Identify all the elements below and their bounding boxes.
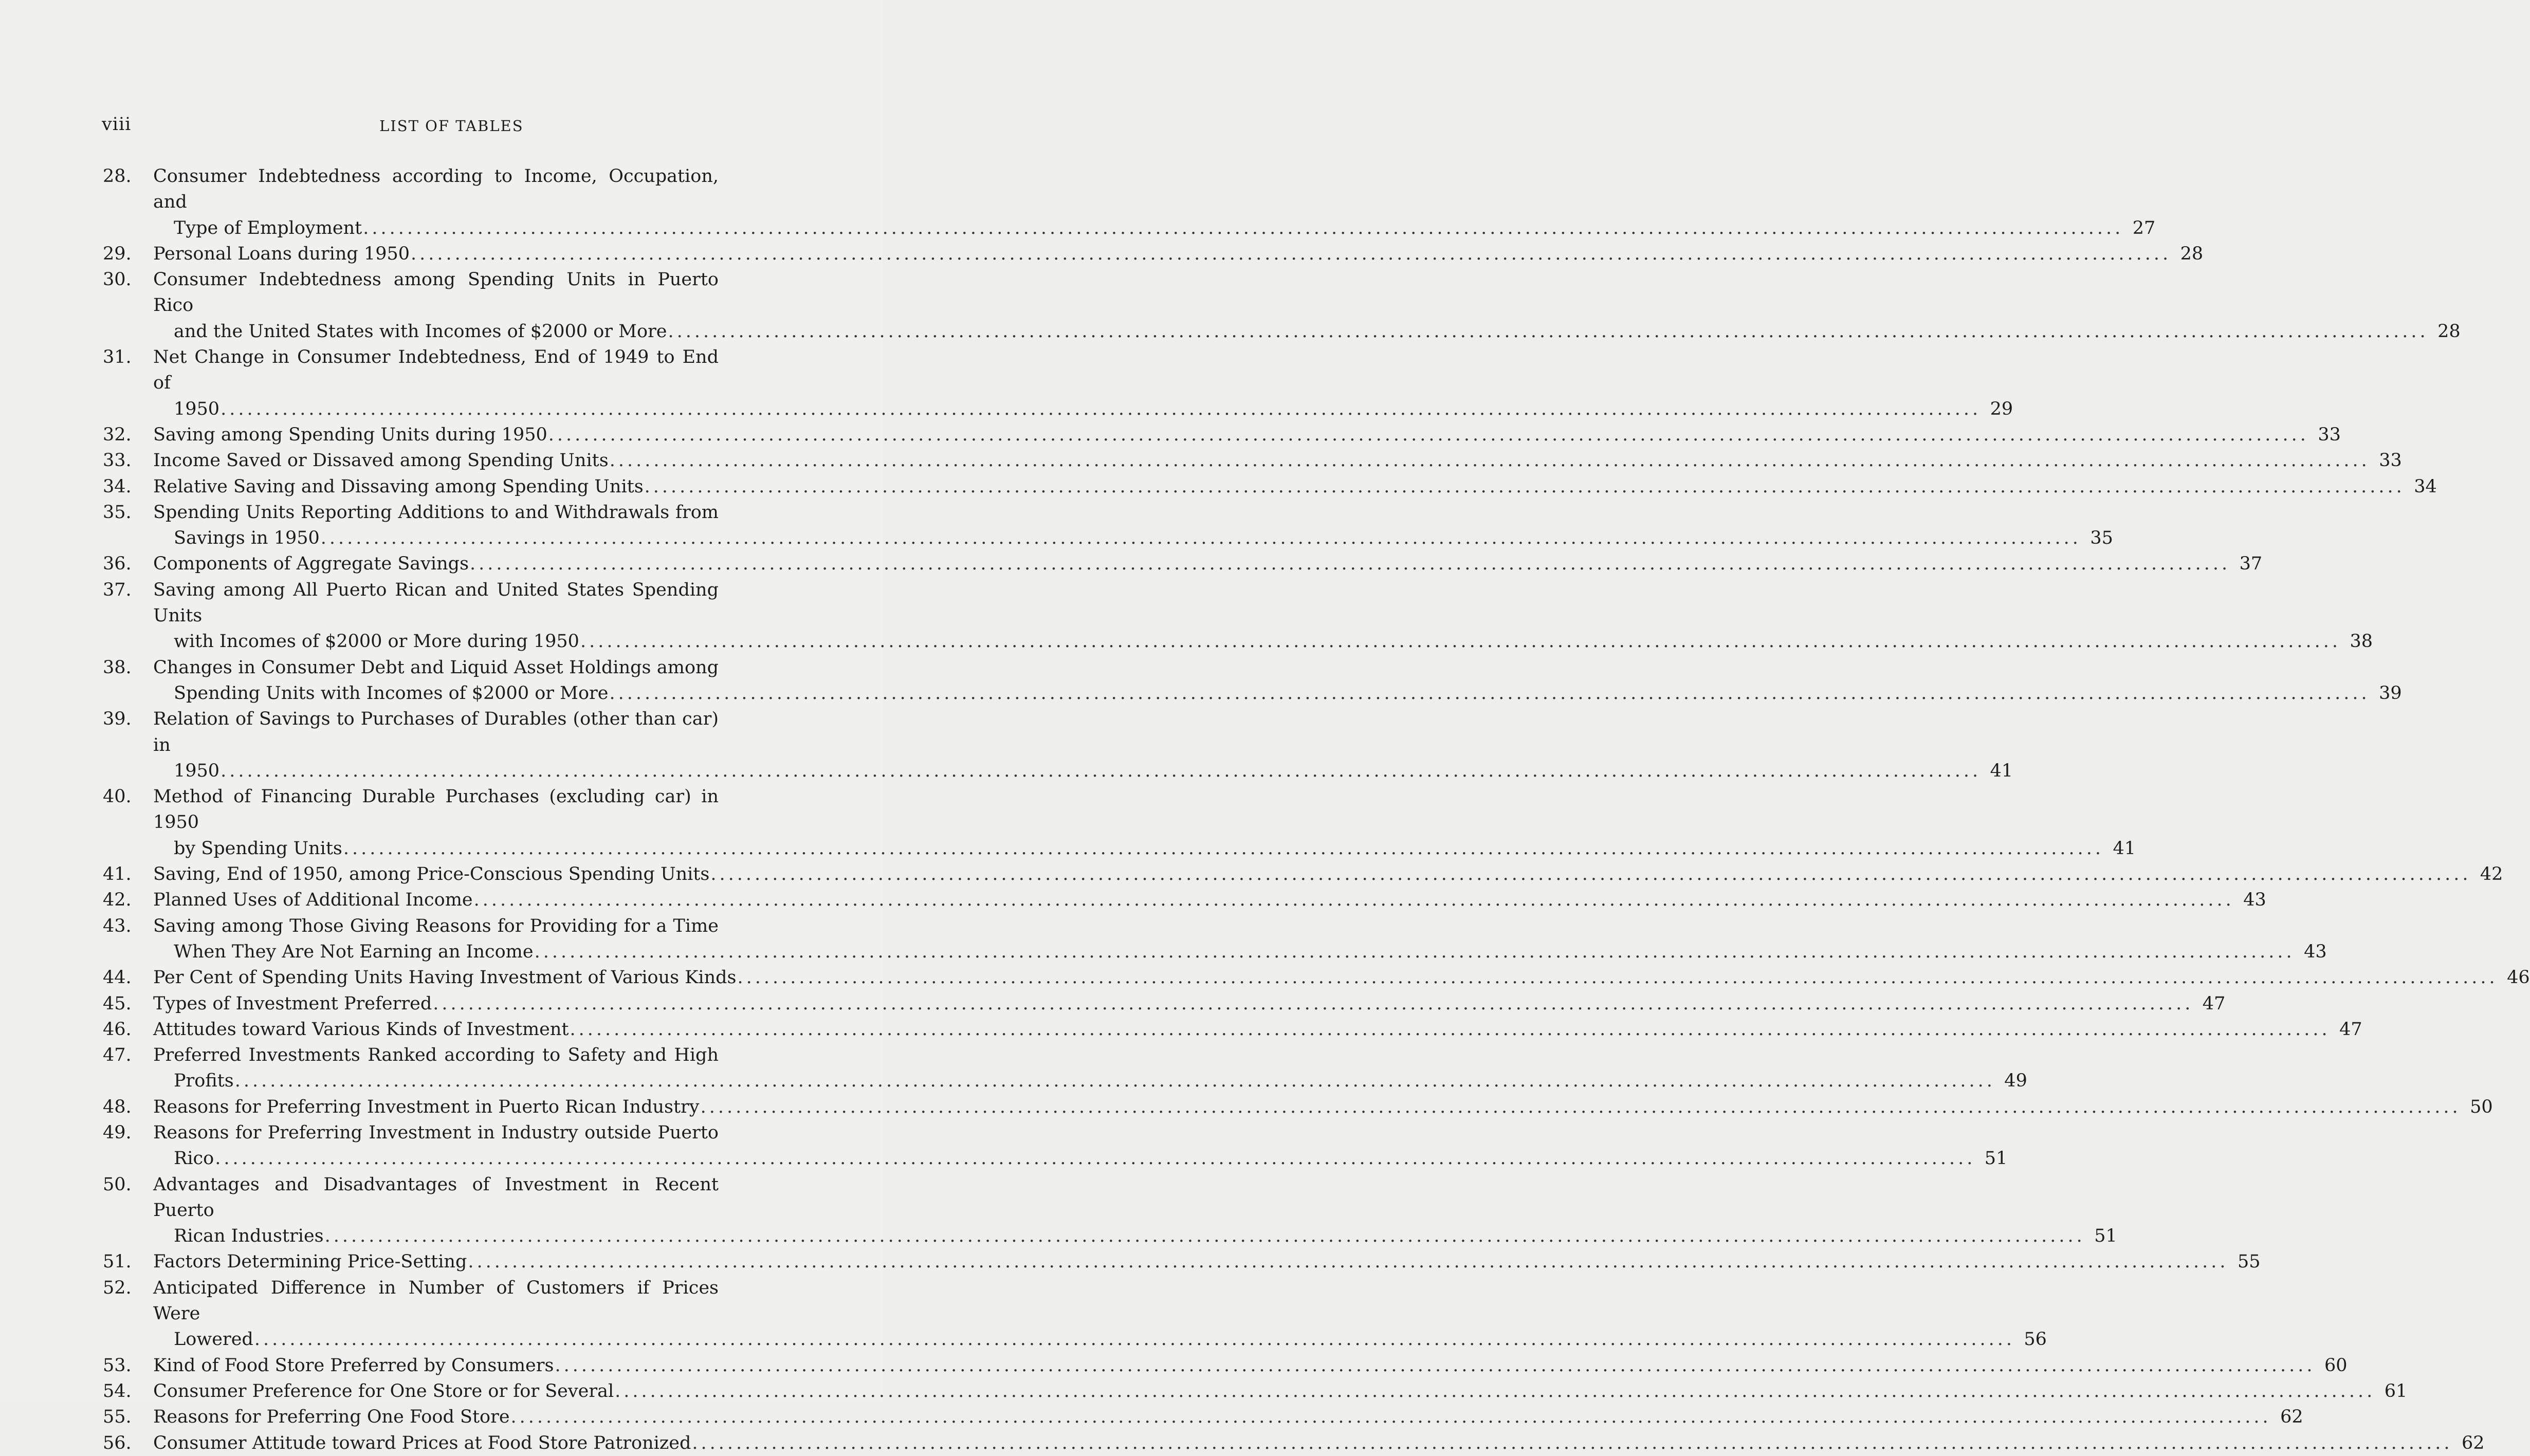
table-number: 43. bbox=[103, 915, 132, 936]
page-number: 38 bbox=[2350, 631, 2373, 652]
table-title-line: Planned Uses of Additional Income bbox=[153, 890, 473, 911]
entry-body bbox=[153, 1017, 2362, 1042]
table-title-line: 1950 bbox=[174, 398, 220, 419]
page-number: 29 bbox=[1990, 398, 2013, 419]
table-title-line: Reasons for Preferring Investment in Puerto Rican Industry bbox=[153, 1096, 700, 1117]
entry-body bbox=[153, 1353, 2348, 1378]
table-title-line: Consumer Attitude toward Prices at Food Store Patronized bbox=[153, 1432, 691, 1453]
table-title-line: 1950 bbox=[174, 760, 220, 781]
table-title-line: Reasons for Preferring One Food Store bbox=[153, 1407, 510, 1428]
table-number: 31. bbox=[103, 347, 132, 368]
table-title-line: Net Change in Consumer Indebtedness, End of 1949 to End of bbox=[153, 347, 719, 394]
page-number: 60 bbox=[2324, 1355, 2348, 1376]
entry-last-line bbox=[153, 861, 2503, 887]
entry-body bbox=[153, 422, 2341, 448]
toc-entry bbox=[103, 784, 2136, 861]
dot-leader: ........................................................................................................................................................................................................ bbox=[548, 424, 2309, 445]
toc-entry bbox=[103, 1404, 2303, 1430]
table-title-line: Consumer Indebtedness according to Income, Occupation, and bbox=[153, 166, 719, 213]
table-title-line: by Spending Units bbox=[174, 838, 342, 859]
page-number: 47 bbox=[2202, 993, 2226, 1014]
table-title-line: Relation of Savings to Purchases of Durables (other than car) in bbox=[153, 709, 719, 755]
toc-entry bbox=[103, 344, 2013, 422]
toc-entry bbox=[103, 887, 2266, 913]
table-title-line: Kind of Food Store Preferred by Consumers bbox=[153, 1355, 554, 1376]
table-title-line: Income Saved or Dissaved among Spending Units bbox=[153, 450, 609, 471]
page-number: 39 bbox=[2379, 683, 2402, 704]
page-number: 62 bbox=[2280, 1407, 2303, 1428]
entry-body bbox=[153, 965, 2530, 990]
page-number: 27 bbox=[2132, 217, 2156, 238]
table-title-line: with Incomes of $2000 or More during 1950 bbox=[174, 631, 579, 652]
entry-body bbox=[153, 448, 2402, 473]
dot-leader: ........................................................................................................................................................................................................ bbox=[470, 554, 2231, 575]
toc-entry bbox=[103, 1249, 2261, 1275]
page-number: 33 bbox=[2379, 450, 2402, 471]
entry-last-line bbox=[153, 1404, 2303, 1430]
table-number: 36. bbox=[103, 554, 132, 575]
entry-last-line bbox=[153, 551, 2263, 577]
toc-entry bbox=[103, 1094, 2493, 1120]
list-of-tables bbox=[103, 163, 2530, 1456]
entry-last-line bbox=[153, 758, 2013, 784]
table-title-line: Saving, End of 1950, among Price-Conscious Spending Units bbox=[153, 864, 710, 885]
table-title-line: Personal Loans during 1950 bbox=[153, 243, 410, 264]
page-number: 43 bbox=[2304, 941, 2327, 962]
toc-entry bbox=[103, 1017, 2362, 1042]
entry-body bbox=[153, 474, 2437, 500]
table-title-line: Types of Investment Preferred bbox=[153, 993, 432, 1014]
table-title-line: Reasons for Preferring Investment in Industry outside Puerto bbox=[153, 1122, 719, 1143]
running-head: LIST OF TABLES bbox=[379, 117, 524, 135]
toc-entry bbox=[103, 241, 2204, 267]
table-number: 45. bbox=[103, 993, 132, 1014]
dot-leader: ........................................................................................................................................................................................................ bbox=[324, 1226, 2085, 1247]
table-number: 39. bbox=[103, 709, 132, 730]
toc-entry bbox=[103, 1042, 2027, 1094]
entry-body bbox=[153, 344, 2013, 422]
entry-body bbox=[153, 1172, 2117, 1249]
page-number: 28 bbox=[2437, 321, 2461, 342]
table-title-line: Advantages and Disadvantages of Investment in Recent Puerto bbox=[153, 1174, 719, 1221]
entry-last-line bbox=[153, 1094, 2493, 1120]
table-number: 51. bbox=[103, 1251, 132, 1273]
dot-leader: ........................................................................................................................................................................................................ bbox=[343, 838, 2104, 859]
dot-leader: ........................................................................................................................................................................................................ bbox=[609, 450, 2370, 471]
table-title-line: Lowered bbox=[174, 1329, 253, 1350]
entry-body bbox=[153, 913, 2327, 965]
toc-entry bbox=[103, 913, 2327, 965]
toc-entry bbox=[103, 422, 2341, 448]
page-number: 56 bbox=[2024, 1329, 2047, 1350]
table-number: 54. bbox=[103, 1380, 132, 1402]
entry-last-line bbox=[153, 1353, 2348, 1378]
dot-leader: ........................................................................................................................................................................................................ bbox=[320, 528, 2081, 549]
entry-body bbox=[153, 1249, 2261, 1275]
table-number: 52. bbox=[103, 1277, 132, 1298]
table-number: 41. bbox=[103, 864, 132, 885]
entry-last-line bbox=[153, 991, 2226, 1017]
entry-body bbox=[153, 861, 2503, 887]
table-number: 29. bbox=[103, 243, 132, 264]
page-number: 41 bbox=[2113, 838, 2136, 859]
entry-last-line bbox=[153, 448, 2402, 473]
entry-body bbox=[153, 1094, 2493, 1120]
entry-last-line bbox=[153, 965, 2530, 990]
entry-body bbox=[153, 577, 2373, 655]
entry-last-line bbox=[153, 836, 2136, 861]
table-title-line: Preferred Investments Ranked according to Safety and High bbox=[153, 1045, 719, 1066]
entry-last-line bbox=[153, 241, 2204, 267]
table-number: 55. bbox=[103, 1407, 132, 1428]
page-number: 50 bbox=[2470, 1096, 2493, 1117]
entry-body bbox=[153, 267, 2461, 344]
table-number: 53. bbox=[103, 1355, 132, 1376]
table-title-line: Rican Industries bbox=[174, 1226, 324, 1247]
entry-last-line bbox=[153, 680, 2402, 706]
entry-last-line bbox=[153, 474, 2437, 500]
dot-leader: ........................................................................................................................................................................................................ bbox=[234, 1071, 1995, 1092]
table-number: 28. bbox=[103, 166, 132, 187]
table-title-line: Saving among All Puerto Rican and United States Spending Units bbox=[153, 579, 719, 626]
toc-entry bbox=[103, 706, 2013, 784]
entry-last-line bbox=[153, 1146, 2008, 1171]
entry-body bbox=[153, 1404, 2303, 1430]
table-title-line: Spending Units Reporting Additions to and Withdrawals from bbox=[153, 502, 719, 523]
toc-entry bbox=[103, 1275, 2047, 1353]
toc-entry bbox=[103, 163, 2156, 241]
entry-last-line bbox=[153, 1430, 2485, 1456]
table-number: 37. bbox=[103, 579, 132, 600]
table-number: 33. bbox=[103, 450, 132, 471]
table-number: 38. bbox=[103, 657, 132, 678]
table-title-line: Consumer Preference for One Store or for Several bbox=[153, 1380, 614, 1402]
toc-entry bbox=[103, 577, 2373, 655]
table-number: 40. bbox=[103, 786, 132, 807]
dot-leader: ........................................................................................................................................................................................................ bbox=[468, 1251, 2229, 1273]
table-title-line: Saving among Spending Units during 1950 bbox=[153, 424, 547, 445]
dot-leader: ........................................................................................................................................................................................................ bbox=[700, 1096, 2461, 1117]
entry-last-line bbox=[153, 525, 2113, 551]
page-number: 49 bbox=[2004, 1071, 2027, 1092]
table-number: 42. bbox=[103, 890, 132, 911]
toc-entry bbox=[103, 448, 2402, 473]
toc-entry bbox=[103, 965, 2530, 990]
entry-body bbox=[153, 1120, 2008, 1172]
table-title-line: When They Are Not Earning an Income bbox=[174, 941, 534, 962]
dot-leader: ........................................................................................................................................................................................................ bbox=[609, 683, 2370, 704]
entry-body bbox=[153, 551, 2263, 577]
dot-leader: ........................................................................................................................................................................................................ bbox=[580, 631, 2341, 652]
dot-leader: ........................................................................................................................................................................................................ bbox=[710, 864, 2471, 885]
page-folio: viii bbox=[102, 114, 132, 135]
page-number: 62 bbox=[2461, 1432, 2485, 1453]
page-number: 41 bbox=[1990, 760, 2013, 781]
table-number: 50. bbox=[103, 1174, 132, 1195]
table-title-line: Relative Saving and Dissaving among Spending Units bbox=[153, 476, 644, 497]
table-title-line: Changes in Consumer Debt and Liquid Asset Holdings among bbox=[153, 657, 719, 678]
dot-leader: ........................................................................................................................................................................................................ bbox=[644, 476, 2405, 497]
page-number: 43 bbox=[2243, 890, 2266, 911]
dot-leader: ........................................................................................................................................................................................................ bbox=[411, 243, 2172, 264]
toc-entry bbox=[103, 1353, 2348, 1378]
table-title-line: Spending Units with Incomes of $2000 or More bbox=[174, 683, 609, 704]
dot-leader: ........................................................................................................................................................................................................ bbox=[692, 1432, 2453, 1453]
entry-body bbox=[153, 500, 2113, 551]
entry-last-line bbox=[153, 215, 2156, 241]
entry-last-line bbox=[153, 1249, 2261, 1275]
toc-entry bbox=[103, 1430, 2485, 1456]
dot-leader: ........................................................................................................................................................................................................ bbox=[433, 993, 2194, 1014]
page-number: 42 bbox=[2480, 864, 2503, 885]
table-title-line: Consumer Indebtedness among Spending Units in Puerto Rico bbox=[153, 269, 719, 316]
table-number: 56. bbox=[103, 1432, 132, 1453]
dot-leader: ........................................................................................................................................................................................................ bbox=[555, 1355, 2316, 1376]
page-number: 55 bbox=[2237, 1251, 2261, 1273]
table-number: 48. bbox=[103, 1096, 132, 1117]
table-title-line: Attitudes toward Various Kinds of Investment bbox=[153, 1019, 569, 1040]
entry-body bbox=[153, 163, 2156, 241]
table-title-line: Components of Aggregate Savings bbox=[153, 554, 469, 575]
table-number: 46. bbox=[103, 1019, 132, 1040]
entry-last-line bbox=[153, 939, 2327, 965]
table-number: 49. bbox=[103, 1122, 132, 1143]
toc-entry bbox=[103, 1378, 2408, 1404]
entry-last-line bbox=[153, 629, 2373, 654]
dot-leader: ........................................................................................................................................................................................................ bbox=[668, 321, 2429, 342]
page-number: 34 bbox=[2414, 476, 2437, 497]
toc-entry bbox=[103, 861, 2503, 887]
page-number: 28 bbox=[2180, 243, 2204, 264]
table-title-line: Anticipated Difference in Number of Customers if Prices Were bbox=[153, 1277, 719, 1324]
entry-last-line bbox=[153, 1326, 2047, 1352]
dot-leader: ........................................................................................................................................................................................................ bbox=[473, 890, 2234, 911]
entry-body bbox=[153, 655, 2402, 707]
table-number: 30. bbox=[103, 269, 132, 290]
dot-leader: ........................................................................................................................................................................................................ bbox=[615, 1380, 2376, 1402]
dot-leader: ........................................................................................................................................................................................................ bbox=[534, 941, 2295, 962]
entry-last-line bbox=[153, 396, 2013, 422]
entry-last-line bbox=[153, 887, 2266, 913]
table-title-line: Profits bbox=[174, 1071, 234, 1092]
table-title-line: Type of Employment bbox=[174, 217, 362, 238]
table-title-line: and the United States with Incomes of $2000 or More bbox=[174, 321, 667, 342]
table-number: 47. bbox=[103, 1045, 132, 1066]
entry-last-line bbox=[153, 422, 2341, 448]
entry-last-line bbox=[153, 1223, 2117, 1249]
toc-entry bbox=[103, 474, 2437, 500]
toc-entry bbox=[103, 655, 2402, 707]
entry-body bbox=[153, 1378, 2408, 1404]
page-number: 37 bbox=[2239, 554, 2263, 575]
entry-body bbox=[153, 241, 2204, 267]
dot-leader: ........................................................................................................................................................................................................ bbox=[215, 1148, 1976, 1169]
entry-last-line bbox=[153, 1017, 2362, 1042]
entry-body bbox=[153, 887, 2266, 913]
dot-leader: ........................................................................................................................................................................................................ bbox=[221, 398, 1982, 419]
table-title-line: Savings in 1950 bbox=[174, 528, 320, 549]
table-number: 35. bbox=[103, 502, 132, 523]
entry-last-line bbox=[153, 1068, 2027, 1094]
toc-entry bbox=[103, 1172, 2117, 1249]
toc-entry bbox=[103, 991, 2226, 1017]
table-number: 44. bbox=[103, 967, 132, 988]
toc-entry bbox=[103, 500, 2113, 551]
toc-entry bbox=[103, 551, 2263, 577]
entry-last-line bbox=[153, 1378, 2408, 1404]
table-title-line: Rico bbox=[174, 1148, 214, 1169]
entry-body bbox=[153, 1430, 2485, 1456]
table-title-line: Factors Determining Price-Setting bbox=[153, 1251, 467, 1273]
toc-entry bbox=[103, 1120, 2008, 1172]
entry-body bbox=[153, 1275, 2047, 1353]
page-number: 46 bbox=[2507, 967, 2530, 988]
table-title-line: Saving among Those Giving Reasons for Providing for a Time bbox=[153, 915, 719, 936]
dot-leader: ........................................................................................................................................................................................................ bbox=[737, 967, 2498, 988]
page-number: 35 bbox=[2090, 528, 2113, 549]
dot-leader: ........................................................................................................................................................................................................ bbox=[570, 1019, 2331, 1040]
table-title-line: Per Cent of Spending Units Having Investment of Various Kinds bbox=[153, 967, 737, 988]
table-number: 32. bbox=[103, 424, 132, 445]
page-number: 33 bbox=[2318, 424, 2341, 445]
entry-body bbox=[153, 706, 2013, 784]
entry-body bbox=[153, 784, 2136, 861]
dot-leader: ........................................................................................................................................................................................................ bbox=[510, 1407, 2271, 1428]
page-number: 61 bbox=[2384, 1380, 2408, 1402]
page-number: 51 bbox=[1984, 1148, 2008, 1169]
page-number: 51 bbox=[2094, 1226, 2117, 1247]
dot-leader: ........................................................................................................................................................................................................ bbox=[363, 217, 2124, 238]
table-number: 34. bbox=[103, 476, 132, 497]
dot-leader: ........................................................................................................................................................................................................ bbox=[254, 1329, 2015, 1350]
dot-leader: ........................................................................................................................................................................................................ bbox=[221, 760, 1982, 781]
entry-body bbox=[153, 1042, 2027, 1094]
entry-body bbox=[153, 991, 2226, 1017]
toc-entry bbox=[103, 267, 2461, 344]
table-title-line: Method of Financing Durable Purchases (excluding car) in 1950 bbox=[153, 786, 719, 833]
page-number: 47 bbox=[2339, 1019, 2362, 1040]
entry-last-line bbox=[153, 319, 2461, 344]
